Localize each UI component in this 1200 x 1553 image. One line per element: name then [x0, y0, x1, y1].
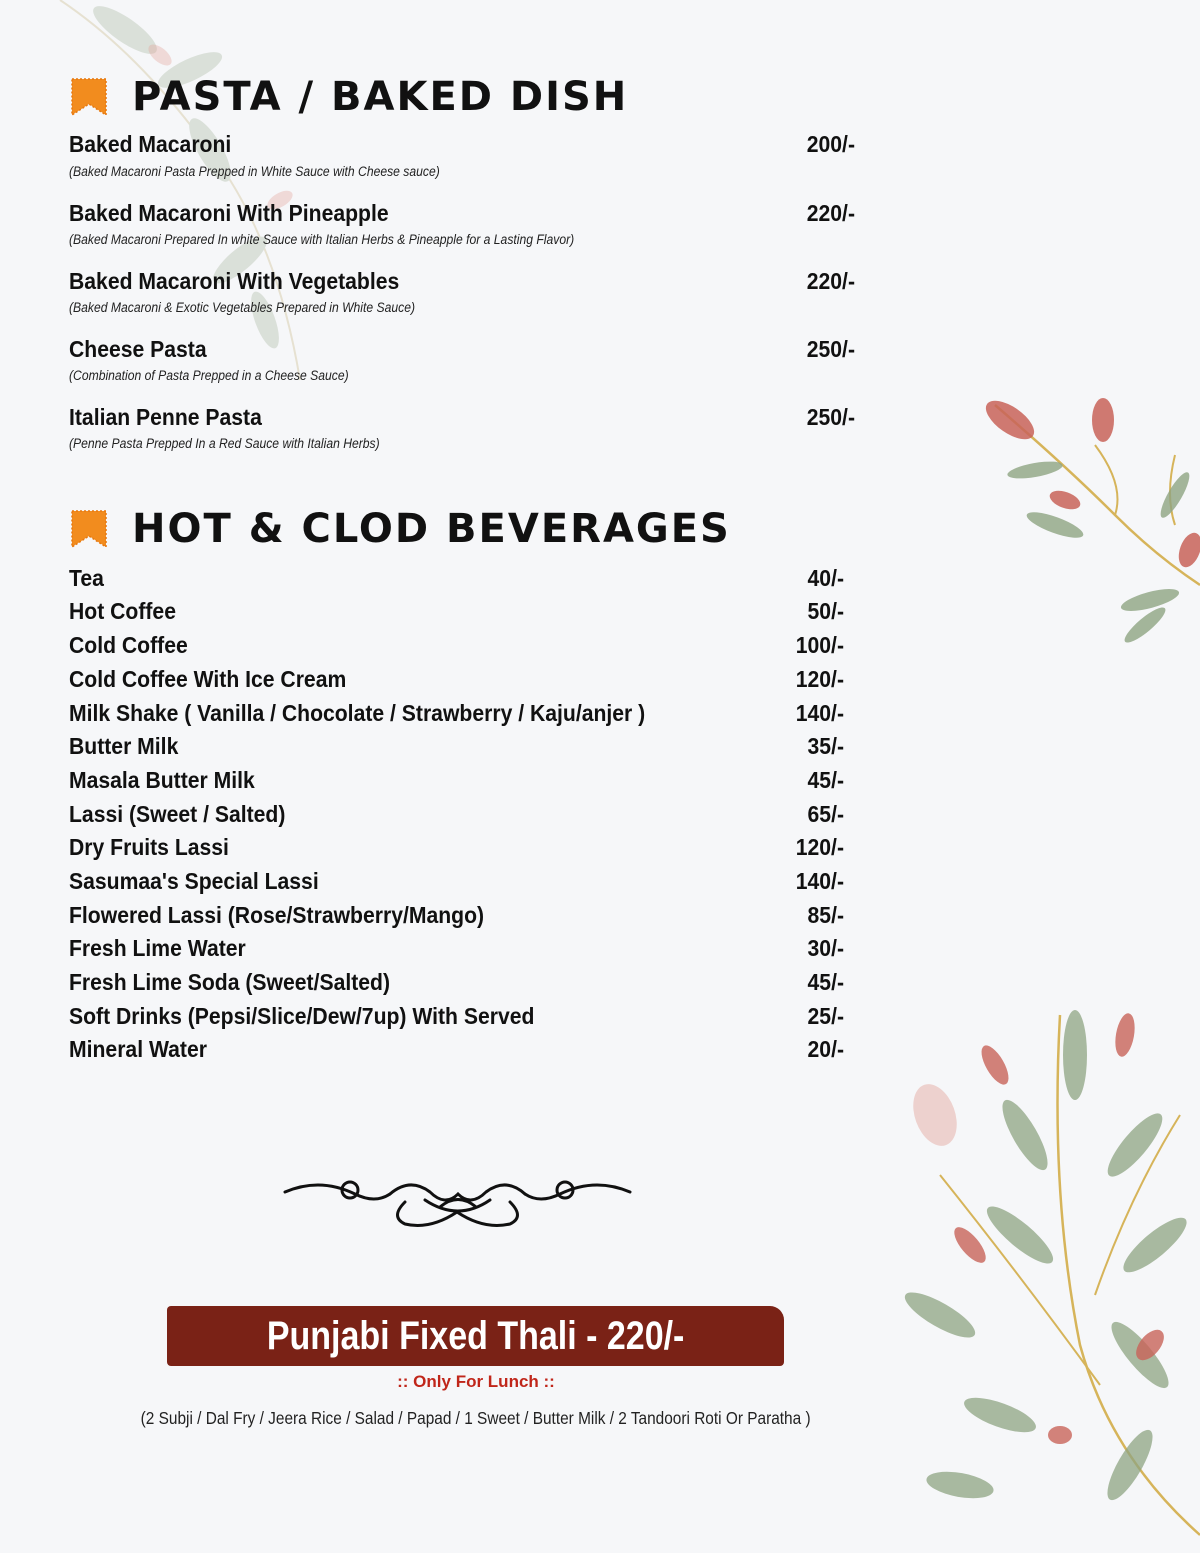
item-name: Milk Shake ( Vanilla / Chocolate / Strawberry / Kaju/anjer ): [69, 700, 646, 726]
ornament-divider-icon: [280, 1172, 635, 1232]
thali-note: :: Only For Lunch ::: [397, 1372, 555, 1391]
thali-title: Punjabi Fixed Thali - 220/-: [266, 1313, 685, 1358]
item-name: Cold Coffee: [69, 632, 188, 658]
item-price: 25/-: [807, 1003, 844, 1029]
item-price: 220/-: [806, 200, 855, 226]
item-price: 20/-: [807, 1036, 844, 1062]
item-price: 140/-: [795, 868, 844, 894]
section-title: HOT & CLOD BEVERAGES: [132, 506, 731, 552]
bookmark-ribbon-icon: [70, 509, 108, 549]
item-name: Fresh Lime Soda (Sweet/Salted): [69, 969, 391, 995]
item-description: (Baked Macaroni Prepared In white Sauce with Italian Herbs & Pineapple for a Lasting Flavor): [69, 232, 575, 247]
thali-banner: [167, 1306, 784, 1366]
item-price: 45/-: [807, 767, 844, 793]
item-price: 100/-: [795, 632, 844, 658]
item-description: (Combination of Pasta Prepped in a Cheese Sauce): [69, 368, 349, 383]
item-price: 40/-: [807, 565, 844, 591]
item-price: 45/-: [807, 969, 844, 995]
item-name: Hot Coffee: [69, 598, 176, 624]
item-price: 120/-: [795, 834, 844, 860]
item-price: 200/-: [806, 131, 855, 157]
thali-description: [0, 1408, 952, 1429]
item-name: Cheese Pasta: [69, 336, 207, 362]
item-name: Butter Milk: [69, 733, 179, 759]
item-name: Flowered Lassi (Rose/Strawberry/Mango): [69, 902, 485, 928]
section-header-beverages: [70, 506, 731, 552]
item-name: Masala Butter Milk: [69, 767, 255, 793]
item-price: 85/-: [807, 902, 844, 928]
item-description: (Penne Pasta Prepped In a Red Sauce with Italian Herbs): [69, 436, 380, 451]
item-price: 220/-: [806, 268, 855, 294]
item-price: 50/-: [807, 598, 844, 624]
flower-branch-right-icon: [975, 385, 1200, 655]
section-header-pasta: [70, 74, 628, 120]
item-price: 65/-: [807, 801, 844, 827]
item-name: Baked Macaroni With Vegetables: [69, 268, 400, 294]
leaf-branch-bottom-right-icon: [880, 995, 1200, 1553]
item-name: Baked Macaroni: [69, 131, 232, 157]
item-name: Mineral Water: [69, 1036, 207, 1062]
item-price: 30/-: [807, 935, 844, 961]
section-title: PASTA / BAKED DISH: [132, 74, 629, 120]
item-price: 35/-: [807, 733, 844, 759]
item-price: 140/-: [795, 700, 844, 726]
item-description: (Baked Macaroni Pasta Prepped in White Sauce with Cheese sauce): [69, 164, 440, 179]
item-name: Soft Drinks (Pepsi/Slice/Dew/7up) With Served: [69, 1003, 535, 1029]
item-name: Fresh Lime Water: [69, 935, 246, 961]
item-name: Baked Macaroni With Pineapple: [69, 200, 389, 226]
item-price: 120/-: [795, 666, 844, 692]
item-price: 250/-: [806, 336, 855, 362]
bookmark-ribbon-icon: [70, 77, 108, 117]
item-price: 250/-: [806, 404, 855, 430]
item-name: Dry Fruits Lassi: [69, 834, 229, 860]
item-description: (Baked Macaroni & Exotic Vegetables Prepared in White Sauce): [69, 300, 416, 315]
item-name: Italian Penne Pasta: [69, 404, 262, 430]
item-name: Cold Coffee With Ice Cream: [69, 666, 347, 692]
item-name: Lassi (Sweet / Salted): [69, 801, 286, 827]
thali-description-text: (2 Subji / Dal Fry / Jeera Rice / Salad / Papad / 1 Sweet / Butter Milk / 2 Tandoori Roti Or Paratha ): [141, 1408, 811, 1428]
item-name: Tea: [69, 565, 104, 591]
item-name: Sasumaa's Special Lassi: [69, 868, 319, 894]
